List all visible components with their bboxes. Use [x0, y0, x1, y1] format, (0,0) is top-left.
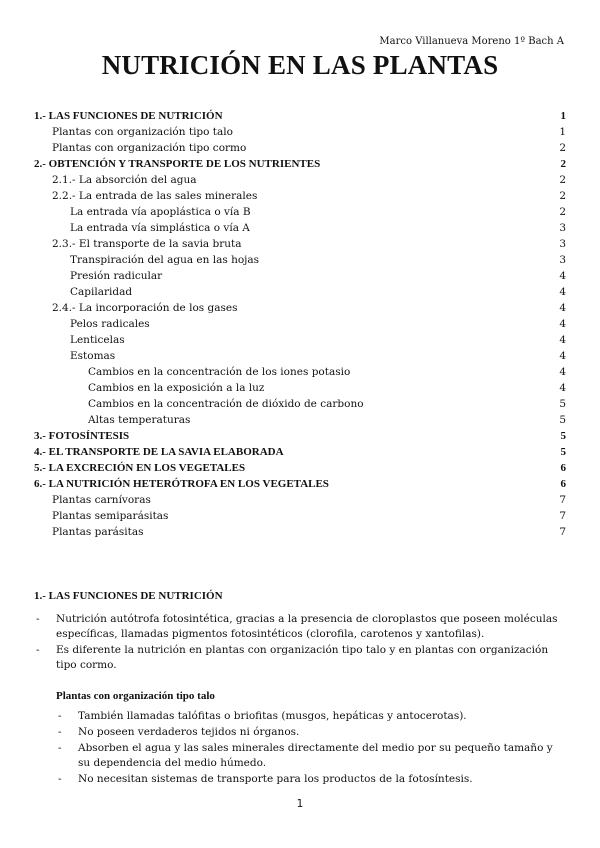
- toc-entry[interactable]: [34, 268, 566, 284]
- toc-entry[interactable]: [34, 316, 566, 332]
- toc-entry-label: 3.- FOTOSÍNTESIS: [34, 430, 130, 442]
- toc-entry[interactable]: [34, 236, 566, 252]
- toc-entry-label: Lenticelas: [70, 334, 125, 346]
- document-title: NUTRICIÓN EN LAS PLANTAS: [101, 50, 499, 80]
- toc-entry-page: 4: [559, 286, 566, 298]
- author-line: Marco Villanueva Moreno 1º Bach A: [379, 36, 564, 47]
- list-item-text: No poseen verdaderos tejidos ni órganos.: [78, 726, 300, 738]
- toc-entry-label: 2.2.- La entrada de las sales minerales: [52, 190, 258, 202]
- toc-entry-label: Transpiración del agua en las hojas: [70, 254, 260, 266]
- toc-entry-page: 4: [559, 302, 566, 314]
- toc-entry-label: 4.- EL TRANSPORTE DE LA SAVIA ELABORADA: [34, 446, 284, 458]
- toc-entry[interactable]: [34, 364, 566, 380]
- toc-entry-page: 5: [560, 446, 566, 458]
- toc-entry[interactable]: [34, 348, 566, 364]
- toc-entry-page: 4: [559, 382, 566, 394]
- list-item: [36, 643, 566, 673]
- toc-entry[interactable]: [34, 332, 566, 348]
- toc-entry-label: Capilaridad: [70, 286, 133, 298]
- toc-entry-page: 5: [559, 414, 566, 426]
- toc-entry-label: 6.- LA NUTRICIÓN HETERÓTROFA EN LOS VEGETALES: [34, 478, 329, 490]
- toc-entry-page: 3: [559, 254, 566, 266]
- toc-entry-page: 1: [560, 110, 566, 122]
- toc-entry-page: 2: [559, 190, 566, 202]
- toc-entry-page: 4: [559, 270, 566, 282]
- toc-entry[interactable]: [34, 492, 566, 508]
- toc-entry[interactable]: [34, 300, 566, 316]
- list-item-text: Nutrición autótrofa fotosintética, gracias a la presencia de cloroplastos que poseen moléculas específicas, llamadas pigmentos fotosintéticos (clorofila, carotenos y xantofilas).: [56, 613, 558, 640]
- list-item-text: No necesitan sistemas de transporte para los productos de la fotosíntesis.: [78, 773, 473, 785]
- toc-entry[interactable]: [34, 380, 566, 396]
- subsection-heading: Plantas con organización tipo talo: [56, 690, 215, 702]
- toc-entry-label: Presión radicular: [70, 270, 163, 282]
- toc-entry-page: 2: [559, 174, 566, 186]
- toc-entry-page: 3: [559, 238, 566, 250]
- toc-entry-label: Cambios en la concentración de dióxido de carbono: [88, 398, 364, 410]
- toc-entry-label: Estomas: [70, 350, 116, 362]
- toc-entry-page: 7: [559, 510, 566, 522]
- toc-entry-page: 3: [559, 222, 566, 234]
- toc-entry-label: 5.- LA EXCRECIÓN EN LOS VEGETALES: [34, 462, 246, 474]
- toc-entry-label: Plantas semiparásitas: [52, 510, 169, 522]
- toc-entry-page: 4: [559, 334, 566, 346]
- table-of-contents: [34, 108, 566, 540]
- bullet-dash: -: [36, 613, 40, 625]
- toc-entry-page: 2: [559, 142, 566, 154]
- toc-entry-page: 1: [559, 126, 566, 138]
- bullet-dash: -: [58, 773, 62, 785]
- bullet-dash: -: [36, 644, 40, 656]
- toc-entry[interactable]: [34, 124, 566, 140]
- toc-entry[interactable]: [34, 412, 566, 428]
- list-item-text: También llamadas talófitas o briofitas (musgos, hepáticas y antocerotas).: [78, 710, 467, 722]
- toc-entry-page: 4: [559, 366, 566, 378]
- toc-entry[interactable]: [34, 220, 566, 236]
- toc-entry-label: 2.3.- El transporte de la savia bruta: [52, 238, 242, 250]
- toc-entry[interactable]: [34, 524, 566, 540]
- toc-entry-page: 5: [560, 430, 566, 442]
- toc-entry-page: 7: [559, 526, 566, 538]
- toc-entry[interactable]: [34, 476, 566, 492]
- toc-entry-page: 6: [560, 462, 566, 474]
- toc-entry[interactable]: [34, 108, 566, 124]
- list-item: [58, 709, 566, 724]
- toc-entry[interactable]: [34, 460, 566, 476]
- toc-entry-page: 6: [560, 478, 566, 490]
- page-number: 1: [296, 798, 304, 810]
- sub-bullet-list: [58, 709, 566, 788]
- toc-entry-label: La entrada vía simplástica o vía A: [70, 222, 250, 234]
- section-heading: 1.- LAS FUNCIONES DE NUTRICIÓN: [34, 590, 223, 602]
- bullet-dash: -: [58, 726, 62, 738]
- toc-entry-label: Cambios en la exposición a la luz: [88, 382, 265, 394]
- toc-entry-label: Cambios en la concentración de los iones potasio: [88, 366, 351, 378]
- toc-entry-label: 2.1.- La absorción del agua: [52, 174, 197, 186]
- bullet-list: [36, 612, 566, 674]
- toc-entry-page: 7: [559, 494, 566, 506]
- toc-entry-label: Plantas carnívoras: [52, 494, 151, 506]
- toc-entry-label: 2.4.- La incorporación de los gases: [52, 302, 238, 314]
- list-item: [58, 741, 566, 771]
- toc-entry[interactable]: [34, 252, 566, 268]
- list-item-text: Es diferente la nutrición en plantas con organización tipo talo y en plantas con organización tipo cormo.: [56, 644, 549, 671]
- bullet-dash: -: [58, 742, 62, 754]
- toc-entry-page: 2: [559, 206, 566, 218]
- toc-entry-page: 4: [559, 350, 566, 362]
- toc-entry[interactable]: [34, 284, 566, 300]
- list-item: [36, 612, 566, 642]
- toc-entry[interactable]: [34, 396, 566, 412]
- bullet-dash: -: [58, 710, 62, 722]
- list-item-text: Absorben el agua y las sales minerales directamente del medio por su pequeño tamaño y su dependencia del medio húmedo.: [78, 742, 553, 769]
- toc-entry-label: Plantas con organización tipo talo: [52, 126, 233, 138]
- toc-entry[interactable]: [34, 508, 566, 524]
- toc-entry-label: 2.- OBTENCIÓN Y TRANSPORTE DE LOS NUTRIENTES: [34, 158, 321, 170]
- toc-entry[interactable]: [34, 140, 566, 156]
- toc-entry-page: 2: [560, 158, 566, 170]
- toc-entry[interactable]: [34, 172, 566, 188]
- toc-entry[interactable]: [34, 188, 566, 204]
- toc-entry[interactable]: [34, 428, 566, 444]
- list-item: [58, 772, 566, 787]
- toc-entry-page: 5: [559, 398, 566, 410]
- toc-entry-label: Plantas con organización tipo cormo: [52, 142, 247, 154]
- toc-entry-page: 4: [559, 318, 566, 330]
- toc-entry[interactable]: [34, 444, 566, 460]
- toc-entry-label: La entrada vía apoplástica o vía B: [70, 206, 251, 218]
- toc-entry-label: Altas temperaturas: [88, 414, 191, 426]
- list-item: [58, 725, 566, 740]
- toc-entry-label: Plantas parásitas: [52, 526, 144, 538]
- toc-entry-label: Pelos radicales: [70, 318, 150, 330]
- toc-entry-label: 1.- LAS FUNCIONES DE NUTRICIÓN: [34, 110, 223, 122]
- toc-entry[interactable]: [34, 156, 566, 172]
- toc-entry[interactable]: [34, 204, 566, 220]
